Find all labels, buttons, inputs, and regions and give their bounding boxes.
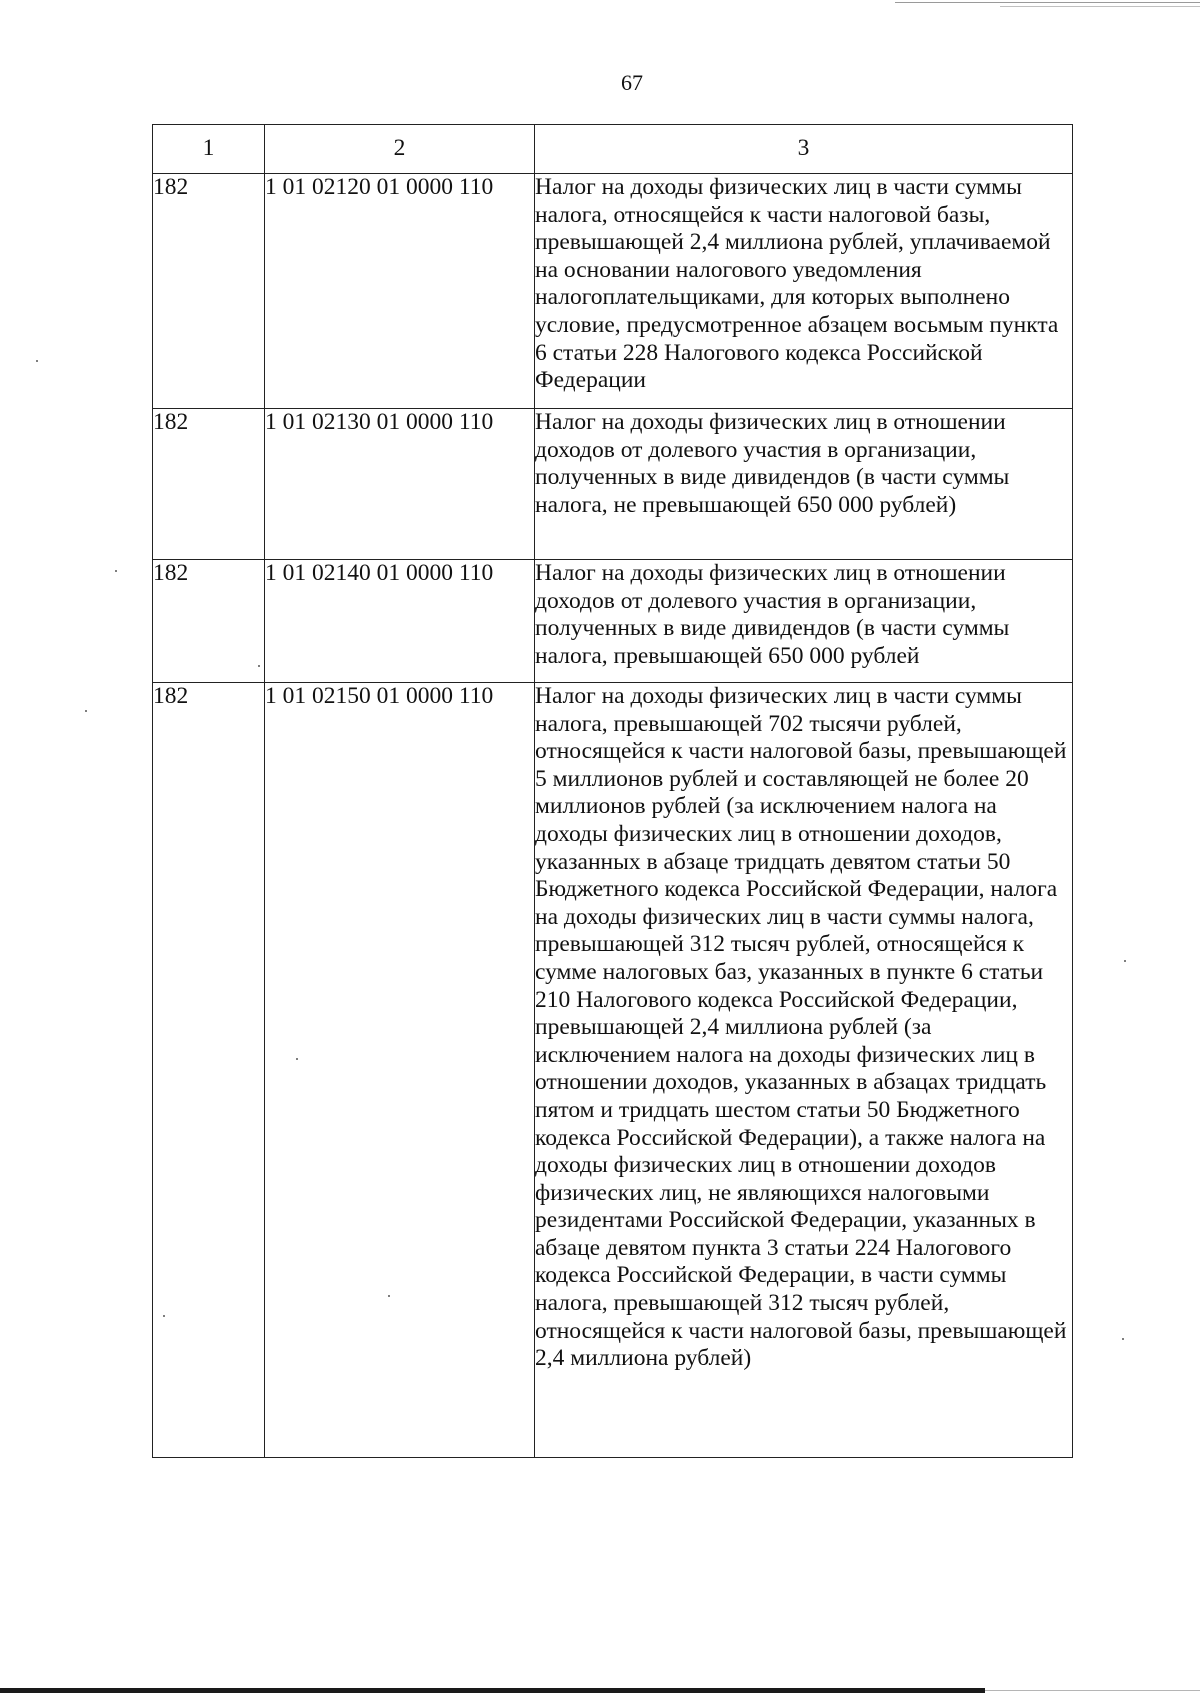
table-row [153, 409, 1073, 560]
scan-speck [1122, 1338, 1124, 1340]
budget-code-cell: 1 01 02120 01 0000 110 [265, 174, 535, 409]
page-number: 67 [621, 70, 643, 95]
description-cell: Налог на доходы физических лиц в отношении доходов от долевого участия в организации, полученных в виде дивидендов (в части суммы налога, превышающей 650 000 рублей [535, 560, 1073, 683]
column-header-3: 3 [535, 125, 1073, 174]
scan-edge-bottom [0, 1688, 985, 1693]
scan-speck [1124, 960, 1126, 962]
table-header-row [153, 125, 1073, 174]
agency-code-cell: 182 [153, 174, 265, 409]
column-header-1: 1 [153, 125, 265, 174]
scan-speck [115, 570, 117, 572]
scan-edge-bottom-secondary [985, 1690, 1200, 1691]
description-cell: Налог на доходы физических лиц в части суммы налога, относящейся к части налоговой базы, превышающей 2,4 миллиона рублей, уплачиваемой на основании налогового уведомления налогоплательщиками, для которых выполнено условие, предусмотренное абзацем восьмым пункта 6 статьи 228 Налогового кодекса Российской Федерации [535, 174, 1073, 409]
budget-code-cell: 1 01 02140 01 0000 110 [265, 560, 535, 683]
table-row [153, 560, 1073, 683]
agency-code-cell: 182 [153, 409, 265, 560]
agency-code-cell: 182 [153, 683, 265, 1458]
budget-classification-table [152, 124, 1073, 1458]
budget-code-cell: 1 01 02150 01 0000 110 [265, 683, 535, 1458]
scan-edge-top-secondary [1000, 6, 1200, 7]
description-cell: Налог на доходы физических лиц в части суммы налога, превышающей 702 тысячи рублей, относящейся к части налоговой базы, превышающей 5 миллионов рублей и составляющей не более 20 миллионов рублей (за исключением налога на доходы физических лиц в отношении доходов, указанных в абзаце тридцать девятом статьи 50 Бюджетного кодекса Российской Федерации, налога на доходы физических лиц в части суммы налога, превышающей 312 тысяч рублей, относящейся к сумме налоговых баз, указанных в пункте 6 статьи 210 Налогового кодекса Российской Федерации, превышающей 2,4 миллиона рублей (за исключением налога на доходы физических лиц в отношении доходов, указанных в абзацах тридцать пятом и тридцать шестом статьи 50 Бюджетного кодекса Российской Федерации), а также налога на доходы физических лиц в отношении доходов физических лиц, не являющихся налоговыми резидентами Российской Федерации, указанных в абзаце девятом пункта 3 статьи 224 Налогового кодекса Российской Федерации, в части суммы налога, превышающей 312 тысяч рублей, относящейся к части налоговой базы, превышающей 2,4 миллиона рублей) [535, 683, 1073, 1458]
table-row [153, 174, 1073, 409]
column-header-2: 2 [265, 125, 535, 174]
description-cell: Налог на доходы физических лиц в отношении доходов от долевого участия в организации, полученных в виде дивидендов (в части суммы налога, не превышающей 650 000 рублей) [535, 409, 1073, 560]
scan-speck [85, 710, 87, 712]
agency-code-cell: 182 [153, 560, 265, 683]
budget-code-cell: 1 01 02130 01 0000 110 [265, 409, 535, 560]
table-row [153, 683, 1073, 1458]
scan-speck [36, 360, 38, 362]
scan-edge-top [895, 2, 1200, 3]
